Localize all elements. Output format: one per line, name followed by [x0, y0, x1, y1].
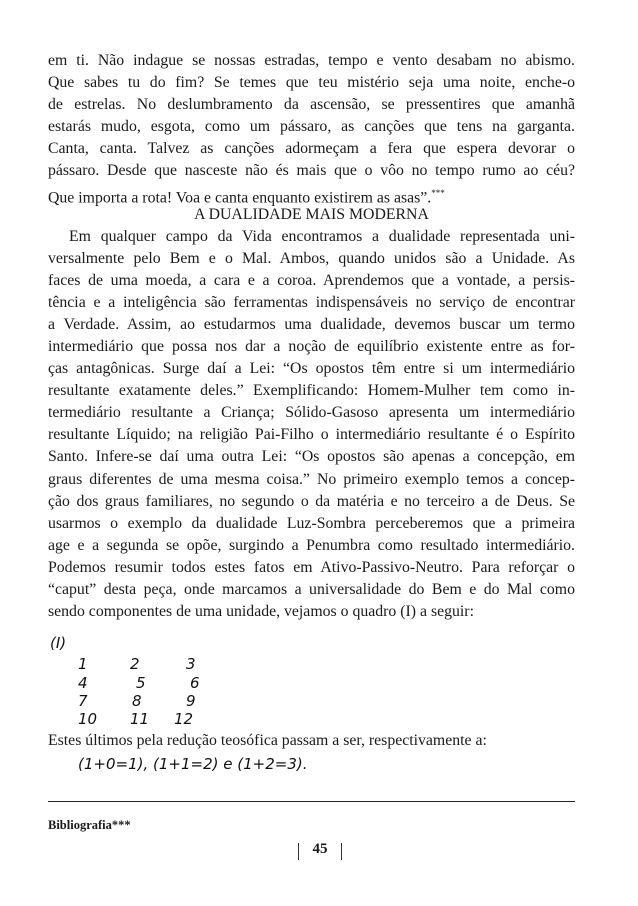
text-line: em ti. Não indague se nossas estradas, tempo e vento desabam no abismo. — [48, 52, 575, 69]
text-line-last: sendo componentes de uma unidade, vejamos o quadro (I) a seguir: — [48, 602, 474, 620]
text-line: pássaro. Desde que nasceste não és mais que o vôo no tempo rumo ao céu? — [48, 162, 575, 180]
text-line: Em qualquer campo da Vida encontramos a dualidade representada uni- — [69, 228, 575, 245]
text-line: Que sabes tu do fim? Se temes que teu mistério seja uma noite, enche-o — [48, 74, 575, 92]
text-line: termediário resultante a Criança; Sólido-Gasoso apresenta um intermediário — [48, 404, 575, 422]
text-line: ças antagônicas. Surge daí a Lei: “Os opostos têm entre si um intermediário — [48, 360, 575, 378]
grid-cell: 1 — [78, 655, 88, 673]
page-number-bar-left — [298, 843, 299, 860]
text-line: intermediário que possa nos dar a noção de equilíbrio existente entre as for- — [48, 338, 575, 356]
text-line: age e a segunda se opõe, surgindo a Penumbra como resultado intermediário. — [48, 536, 575, 554]
grid-cell: 10 — [78, 710, 98, 728]
page-number: 45 — [312, 841, 328, 857]
text-line: estarás mudo, esgota, como um pássaro, as canções que tens na garganta. — [48, 118, 575, 136]
grid-cell: 3 — [186, 655, 196, 673]
text-line: “caput” desta peça, onde marcamos a universalidade do Bem e do Mal como — [48, 580, 575, 598]
text-line: ção dos graus familiares, no segundo o da matéria e no terceiro a de Deus. Se — [48, 492, 575, 510]
text-line-last — [48, 182, 575, 207]
paragraph-top — [48, 50, 575, 207]
grid-cell: 2 — [130, 655, 140, 673]
text-line: usarmos o exemplo da dualidade Luz-Sombra perceberemos que a primeira — [48, 514, 575, 532]
conclusion-line: Estes últimos pela redução teosófica passam a ser, respectivamente a: — [48, 732, 487, 749]
text-line: graus diferentes de uma mesma coisa.” No primeiro exemplo temos a concep- — [48, 470, 575, 488]
grid-cell: 11 — [130, 710, 150, 728]
text-line: Santo. Infere-se daí uma outra Lei: “Os opostos são apenas a concepção, em — [48, 448, 575, 466]
grid-cell: 6 — [190, 674, 200, 692]
text-line: Canta, canta. Talvez as canções adormeçam a fera que espera devorar o — [48, 140, 575, 158]
text-line: faces de uma moeda, a cara e a coroa. Aprendemos que a vontade, a persis- — [48, 272, 575, 290]
grid-cell: 9 — [186, 692, 196, 710]
text-line: tência e a inteligência são ferramentas indispensáveis no serviço de encontrar — [48, 294, 575, 312]
section-title-block — [48, 204, 575, 226]
conclusion-block — [48, 730, 575, 752]
text-line: Podemos resumir todos estes fatos em Ativo-Passivo-Neutro. Para reforçar o — [48, 558, 575, 576]
footnote-marker: *** — [431, 188, 445, 199]
text-line: versalmente pelo Bem e o Mal. Ambos, quando unidos são a Unidade. As — [48, 250, 575, 268]
paragraph-dualidade — [48, 226, 575, 623]
text-line: de estrelas. No deslumbramento da ascensão, se pressentires que amanhã — [48, 96, 575, 114]
grid-cell: 7 — [78, 692, 88, 710]
section-title: A DUALIDADE MAIS MODERNA — [194, 206, 429, 223]
formula: (1+0=1), (1+1=2) e (1+2=3). — [78, 755, 308, 773]
grid-cell: 8 — [132, 692, 142, 710]
text-line: resultante exatamente deles.” Exemplificando: Homem-Mulher tem como in- — [48, 382, 575, 400]
grid-cell: 4 — [78, 674, 88, 692]
bibliography-rule — [48, 801, 575, 802]
page-number-bar-right — [341, 843, 342, 860]
bibliography-label: Bibliografia*** — [48, 818, 131, 832]
quote-end-text: Que importa a rota! Voa e canta enquanto existirem as asas”. — [48, 189, 432, 207]
text-line: resultante Líquido; na religião Pai-Filho o intermediário resultante é o Espírito — [48, 426, 575, 444]
table-label: (I) — [50, 634, 67, 652]
grid-cell: 12 — [174, 710, 194, 728]
text-line: a Verdade. Assim, ao estudarmos uma dualidade, devemos buscar um termo — [48, 316, 575, 334]
grid-cell: 5 — [136, 674, 146, 692]
